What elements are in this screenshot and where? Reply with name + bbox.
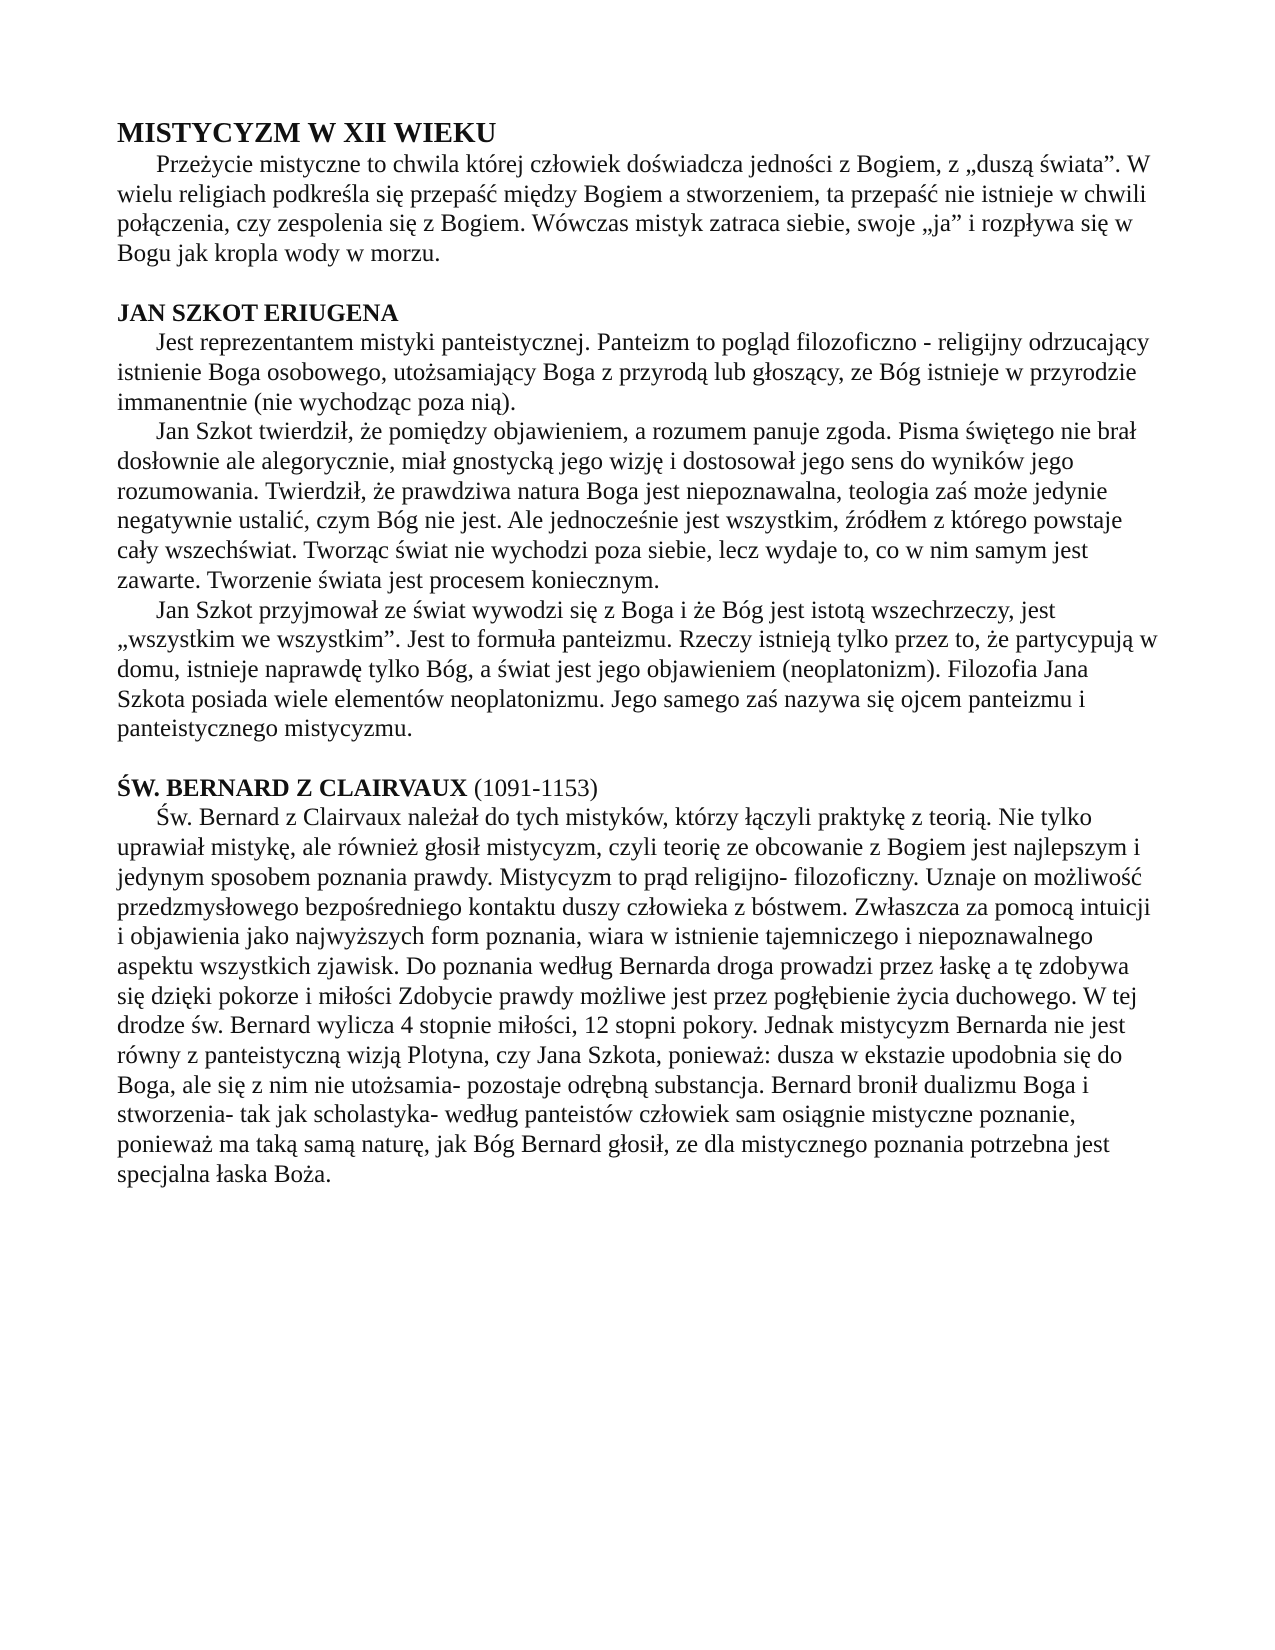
section-heading-text: JAN SZKOT ERIUGENA [117, 299, 399, 327]
section-jan-szkot [117, 299, 1162, 745]
section-bernard [117, 774, 1162, 1190]
section-heading [117, 774, 1162, 804]
document-page [117, 116, 1162, 1190]
section-spacer [117, 744, 1162, 774]
section-paragraph: Jest reprezentantem mistyki panteistycznej. Panteizm to pogląd filozoficzno - religijny odrzucający istnienie Boga osobowego, utożsamiający Boga z przyrodą lub głoszący, ze Bóg istnieje w przyrodzie immanentnie (nie wychodząc poza nią). [117, 329, 1150, 416]
section-paragraph: Jan Szkot twierdził, że pomiędzy objawieniem, a rozumem panuje zgoda. Pisma świętego nie brał dosłownie ale alegorycznie, miał gnostycką jego wizję i dostosował jego sens do wyników jego rozumowania. Twierdził, że prawdziwa natura Boga jest niepoznawalna, teologia zaś może jedynie negatywnie ustalić, czym Bóg nie jest. Ale jednocześnie jest wszystkim, źródłem z którego powstaje cały wszechświat. Tworząc świat nie wychodzi poza siebie, lecz wydaje to, co w nim samym jest zawarte. Tworzenie świata jest procesem koniecznym. [117, 418, 1137, 594]
section-spacer [117, 269, 1162, 299]
section-paragraph: Jan Szkot przyjmował ze świat wywodzi się z Boga i że Bóg jest istotą wszechrzeczy, jest „wszystkim we wszystkim”. Jest to formuła panteizmu. Rzeczy istnieją tylko przez to, że partycypują w domu, istnieje naprawdę tylko Bóg, a świat jest jego objawieniem (neoplatonizm). Filozofia Jana Szkota posiada wiele elementów neoplatonizmu. Jego samego zaś nazywa się ojcem panteizmu i panteistycznego mistycyzmu. [117, 596, 1158, 743]
section-heading [117, 299, 1162, 329]
document-title: MISTYCYZM W XII WIEKU [117, 117, 497, 149]
section-heading-text: ŚW. BERNARD Z CLAIRVAUX [117, 774, 468, 802]
section-paragraph: Św. Bernard z Clairvaux należał do tych mistyków, którzy łączyli praktykę z teorią. Nie tylko uprawiał mistykę, ale również głosił mistycyzm, czyli teorię ze obcowanie z Bogiem jest najlepszym i jedynym sposobem poznania prawdy. Mistycyzm to prąd religijno- filozoficzny. Uznaje on możliwość przedzmysłowego bezpośredniego kontaktu duszy człowieka z bóstwem. Zwłaszcza za pomocą intuicji i objawienia jako najwyższych form poznania, wiara w istnienie tajemniczego i niepoznawalnego aspektu wszystkich zjawisk. Do poznania według Bernarda droga prowadzi przez łaskę a tę zdobywa się dzięki pokorze i miłości Zdobycie prawdy możliwe jest przez pogłębienie życia duchowego. W tej drodze św. Bernard wylicza 4 stopnie miłości, 12 stopni pokory. Jednak mistycyzm Bernarda nie jest równy z panteistyczną wizją Plotyna, czy Jana Szkota, ponieważ: dusza w ekstazie upodobnia się do Boga, ale się z nim nie utożsamia- pozostaje odrębną substancja. Bernard bronił dualizmu Boga i stworzenia- tak jak scholastyka- według panteistów człowiek sam osiągnie mistyczne poznanie, ponieważ ma taką samą naturę, jak Bóg Bernard głosił, ze dla mistycznego poznania potrzebna jest specjalna łaska Boża. [117, 804, 1151, 1188]
section-heading-dates: (1091-1153) [473, 774, 598, 802]
intro-paragraph: Przeżycie mistyczne to chwila której człowiek doświadcza jedności z Bogiem, z „duszą świata”. W wielu religiach podkreśla się przepaść między Bogiem a stworzeniem, ta przepaść nie istnieje w chwili połączenia, czy zespolenia się z Bogiem. Wówczas mistyk zatraca siebie, swoje „ja” i rozpływa się w Bogu jak kropla wody w morzu. [117, 151, 1150, 268]
